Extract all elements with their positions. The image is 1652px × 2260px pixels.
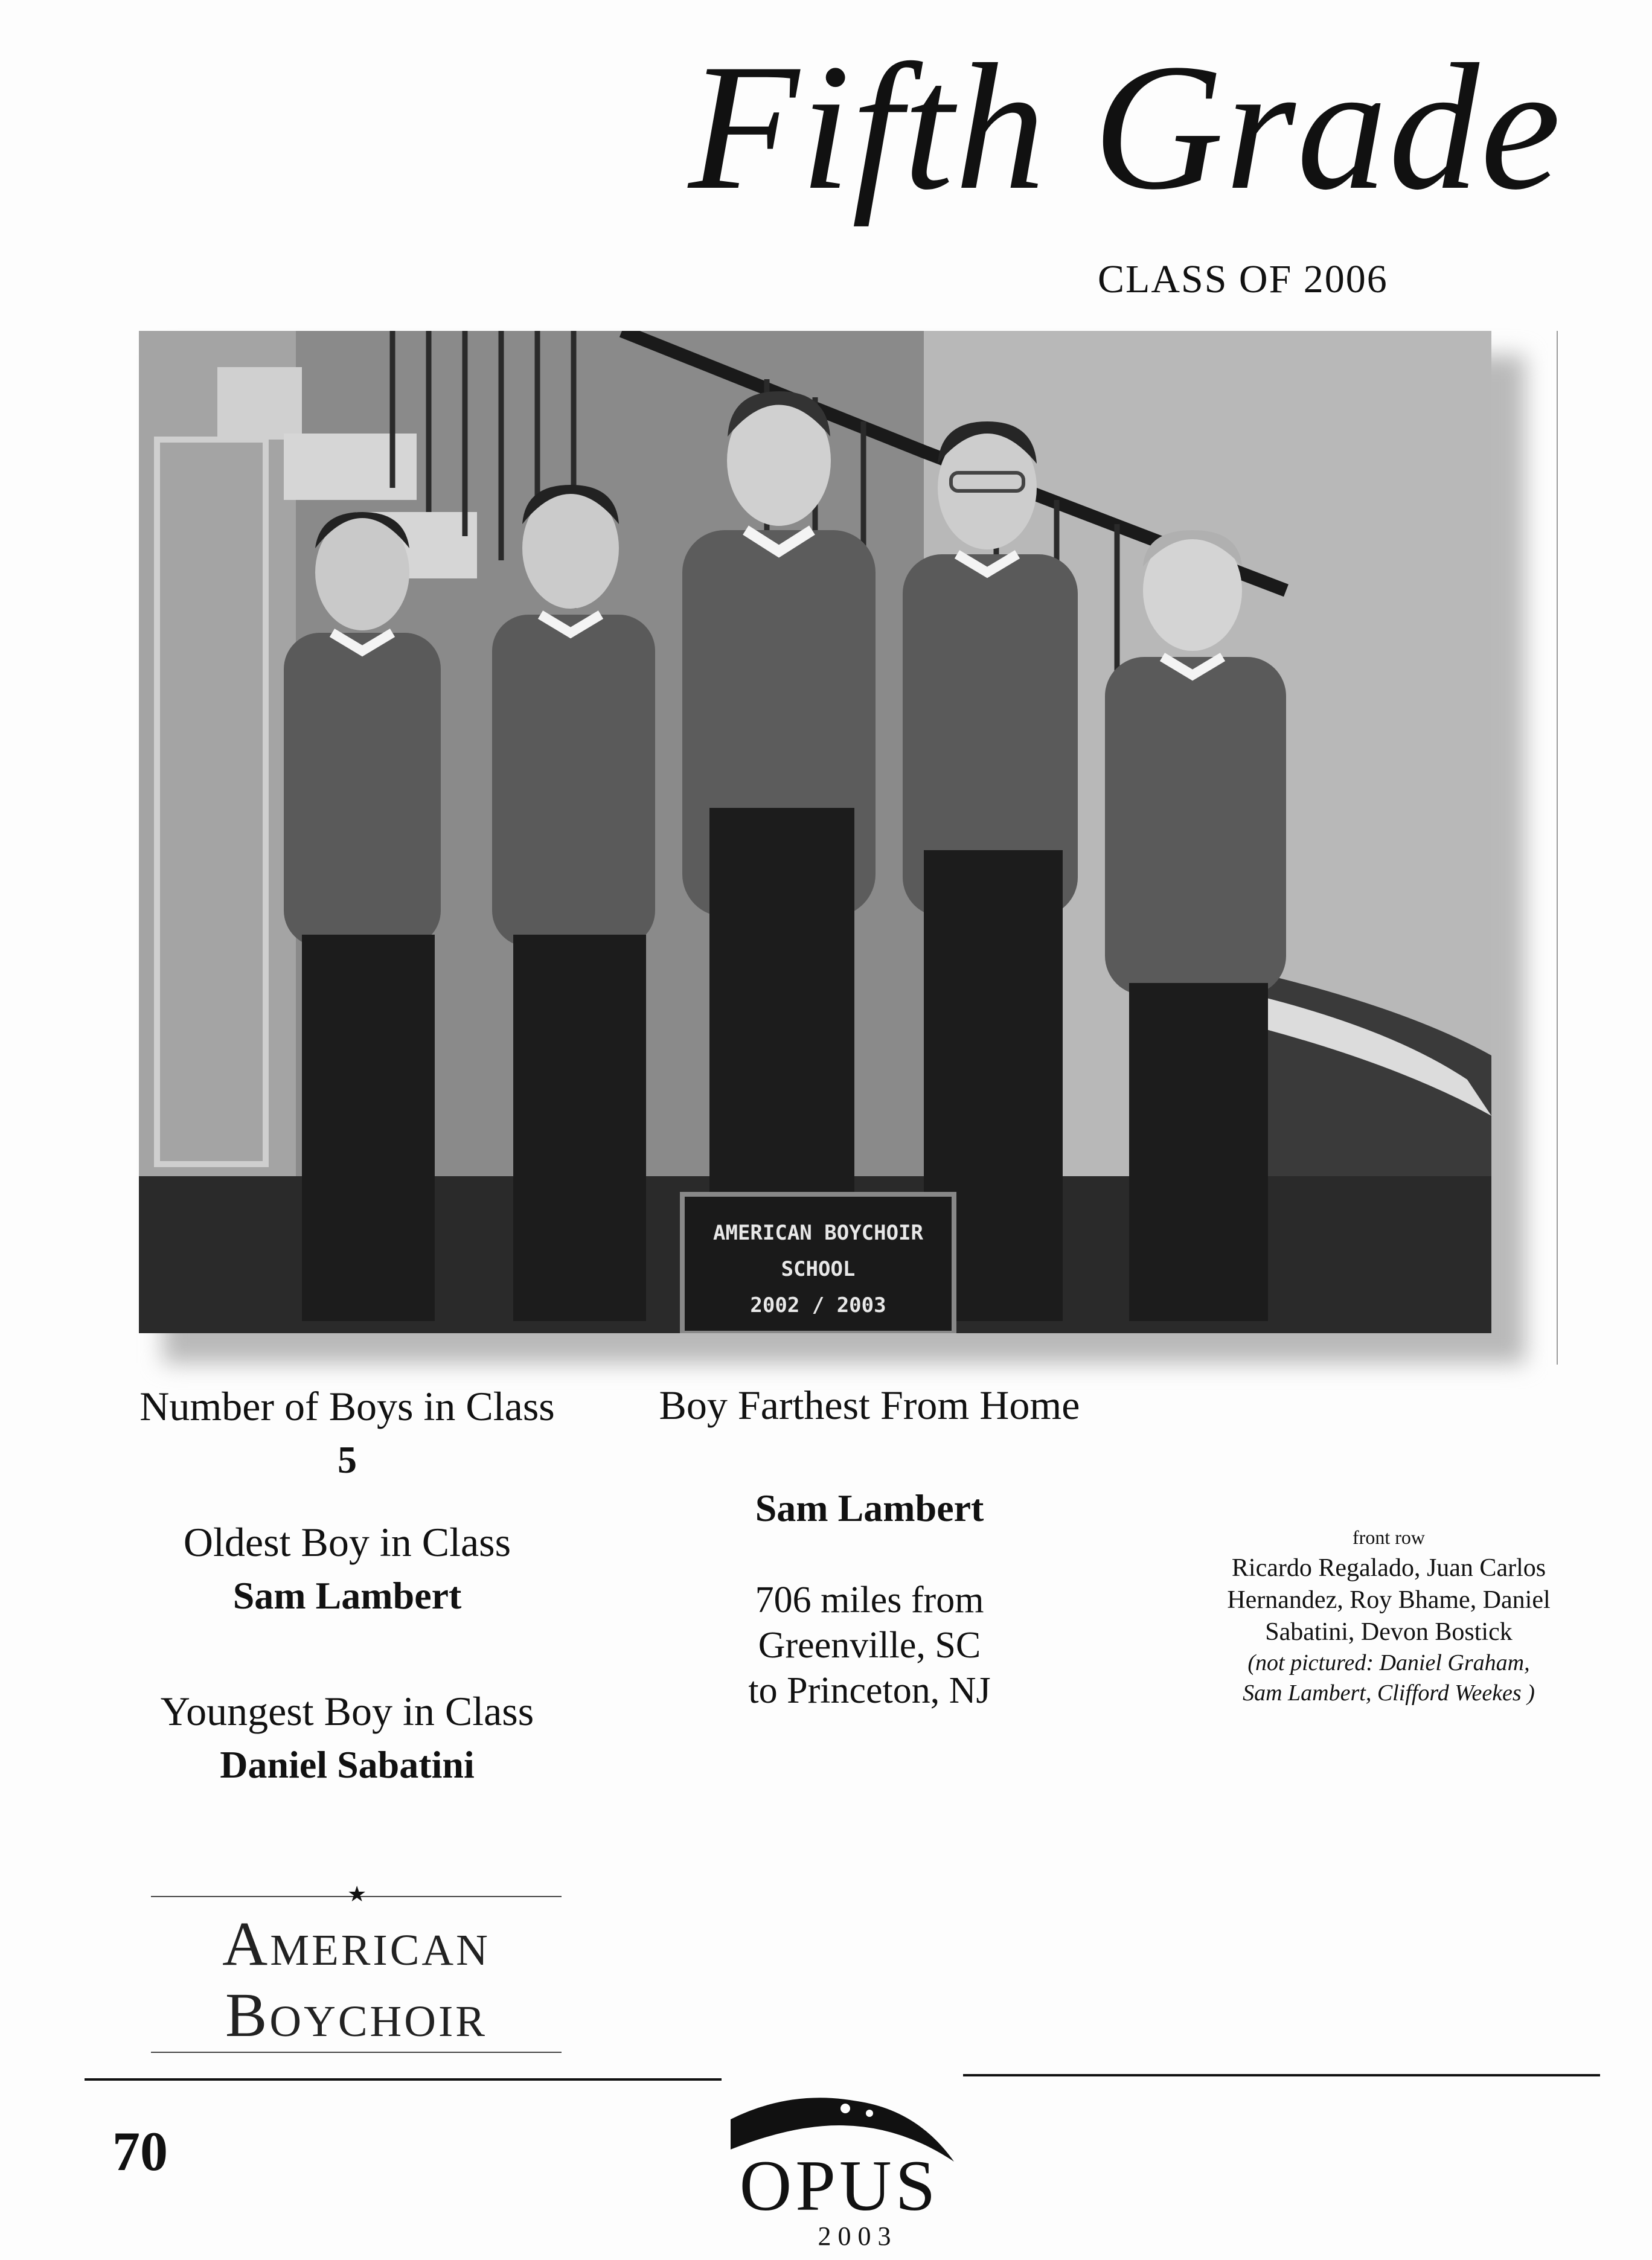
american-boychoir-logo [151,1882,562,2059]
caption-heading: front row [1353,1526,1425,1548]
photo-edge-line [1557,331,1558,1365]
logo-line-1: American [222,1909,490,1979]
school-sign [682,1194,954,1333]
caption-names-2: Hernandez, Roy Bhame, Daniel [1227,1586,1551,1614]
photo-image [139,331,1491,1333]
class-photo [139,331,1516,1344]
youngest-boy-value: Daniel Sabatini [220,1743,475,1786]
distance-line-3: to Princeton, NJ [748,1670,991,1711]
number-of-boys-label: Number of Boys in Class [139,1383,555,1429]
oldest-boy-value: Sam Lambert [232,1574,462,1617]
opus-swoosh-icon [719,2083,972,2252]
caption-not-pictured-1: (not pictured: Daniel Graham, [1247,1650,1530,1676]
distance-line-1: 706 miles from [755,1580,984,1621]
photo-illustration [139,331,1491,1333]
distance-line-2: Greenville, SC [758,1625,981,1666]
caption-names-1: Ricardo Regalado, Juan Carlos [1231,1554,1546,1582]
footer-rule-right [963,2074,1600,2076]
svg-text:2 0 0 3: 2 0 0 3 [818,2221,891,2251]
oldest-boy-label: Oldest Boy in Class [183,1519,511,1565]
svg-text:SCHOOL: SCHOOL [781,1257,856,1281]
number-of-boys-value: 5 [338,1438,357,1481]
logo-line-2: Boychoir [225,1980,487,2050]
svg-text:OPUS: OPUS [739,2145,940,2226]
page-title: Fifth Grade [688,27,1562,227]
footer-rule-left [85,2078,722,2081]
star-icon: ★ [347,1882,367,1906]
caption-not-pictured-2: Sam Lambert, Clifford Weekes ) [1243,1680,1535,1706]
caption-names-3: Sabatini, Devon Bostick [1265,1618,1513,1646]
youngest-boy-label: Youngest Boy in Class [160,1688,534,1734]
farthest-boy-value: Sam Lambert [755,1487,984,1529]
page-number: 70 [112,2121,168,2182]
svg-text:2002 / 2003: 2002 / 2003 [750,1293,886,1317]
opus-2003-logo [719,2083,972,2252]
svg-text:AMERICAN BOYCHOIR: AMERICAN BOYCHOIR [713,1221,923,1245]
farthest-boy-label: Boy Farthest From Home [659,1382,1080,1428]
class-year: CLASS OF 2006 [1098,257,1388,301]
